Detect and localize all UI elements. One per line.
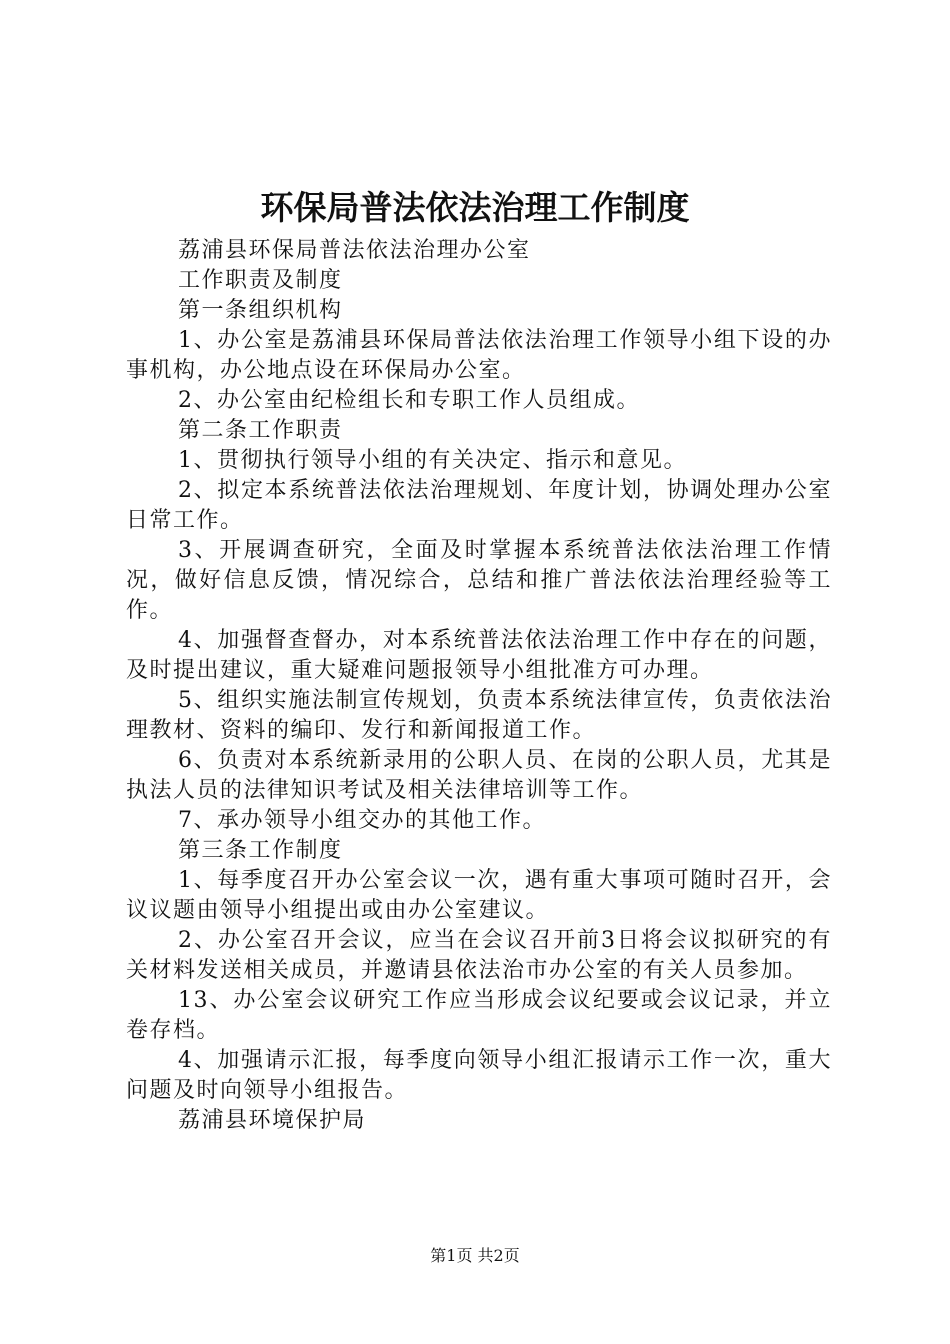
paragraph-signature: 荔浦县环境保护局 [178,1108,367,1133]
page-footer: 第1页 共2页 [430,1246,520,1265]
paragraph: 1、每季度召开办公室会议一次，遇有重大事项可随时召开，会议议题由领导小组提出或由办公室建议。 [126,868,832,923]
paragraph: 1、贯彻执行领导小组的有关决定、指示和意见。 [178,448,687,473]
paragraph: 4、加强请示汇报，每季度向领导小组汇报请示工作一次，重大问题及时向领导小组报告。 [126,1048,832,1103]
paragraph: 13、办公室会议研究工作应当形成会议纪要或会议记录，并立卷存档。 [126,988,832,1043]
paragraph: 7、承办领导小组交办的其他工作。 [178,808,546,833]
paragraph: 2、办公室召开会议，应当在会议召开前3日将会议拟研究的有关材料发送相关成员，并邀请县依法治市办公室的有关人员参加。 [126,928,832,983]
paragraph: 3、开展调查研究，全面及时掌握本系统普法依法治理工作情况，做好信息反馈，情况综合，总结和推广普法依法治理经验等工作。 [126,538,832,623]
section-heading-2: 第二条工作职责 [178,418,343,443]
paragraph: 1、办公室是荔浦县环保局普法依法治理工作领导小组下设的办事机构，办公地点设在环保局办公室。 [126,328,832,383]
paragraph: 2、办公室由纪检组长和专职工作人员组成。 [178,388,640,413]
document-title: 环保局普法依法治理工作制度 [260,188,690,227]
document-body [126,236,832,1136]
section-heading-3: 第三条工作制度 [178,838,343,863]
paragraph-subtitle: 工作职责及制度 [178,268,343,293]
paragraph: 4、加强督查督办，对本系统普法依法治理工作中存在的问题，及时提出建议，重大疑难问题报领导小组批准方可办理。 [126,628,832,683]
paragraph: 6、负责对本系统新录用的公职人员、在岗的公职人员，尤其是执法人员的法律知识考试及相关法律培训等工作。 [126,748,832,803]
section-heading-1: 第一条组织机构 [178,298,343,323]
paragraph: 2、拟定本系统普法依法治理规划、年度计划，协调处理办公室日常工作。 [126,478,832,533]
paragraph-office-name: 荔浦县环保局普法依法治理办公室 [178,238,531,263]
paragraph: 5、组织实施法制宣传规划，负责本系统法律宣传，负责依法治理教材、资料的编印、发行和新闻报道工作。 [126,688,832,743]
